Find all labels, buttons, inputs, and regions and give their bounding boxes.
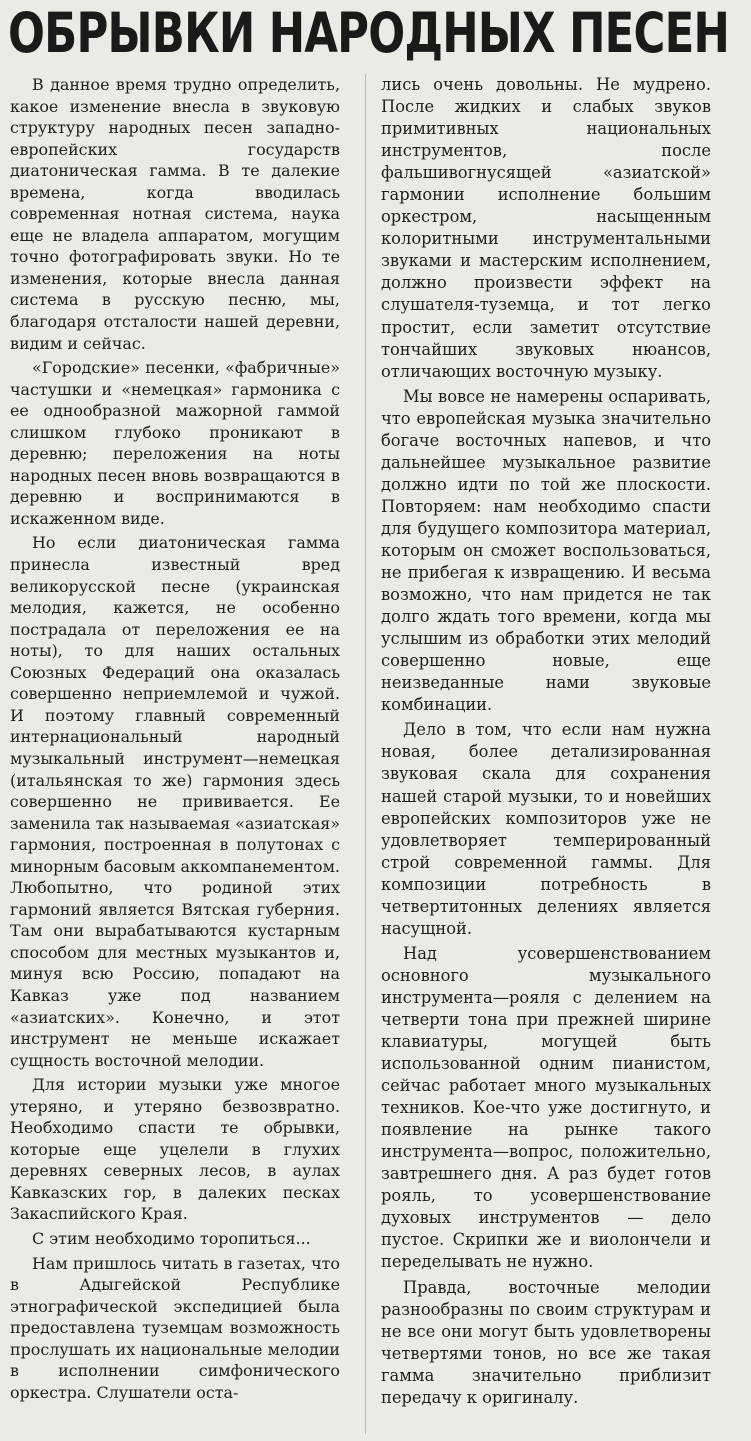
paragraph: Нам пришлось читать в газетах, что в Адыгейской Республике этнографической экспедицией была предоставлена туземцам возможность прослушать их национальные мелодии в исполнении симфонического оркестра. Слушатели оста- xyxy=(10,1253,340,1402)
paragraph: Над усовершенствованием основного музыкального инструмента—рояля с делением на четверти тона при прежней ширине клавиатуры, могущей быть использованной одним пианистом, сейчас работает много музыкальных техников. Кое-что уже достигнуто, и появление на рынке такого инструмента—вопрос, положительно, завтрешнего дня. А раз будет готов рояль, то усовершенствование духовых инструментов — дело пустое. Скрипки же и виолончели и переделывать не нужно. xyxy=(381,943,711,1272)
paragraph: В данное время трудно определить, какое изменение внесла в звуковую структуру народных песен западно-европейских государств диатоническая гамма. В те далекие времена, когда вводилась современная нотная система, наука еще не владела аппаратом, могущим точно фотографировать звуки. Но те изменения, которые внесла данная система в русскую песню, мы, благодаря отсталости нашей деревни, видим и сейчас. xyxy=(10,75,340,353)
paragraph: Дело в том, что если нам нужна новая, более детализированная звуковая скала для сохранения нашей старой музыки, то и новейших европейских композиторов уже не удовлетворяет темперированный строй современной гаммы. Для композиции потребность в четвертитонных делениях является насущной. xyxy=(381,720,711,938)
paragraph: С этим необходимо торопиться... xyxy=(32,1228,311,1248)
paragraph: Мы вовсе не намерены оспаривать, что европейская музыка значительно богаче восточных напевов, и что дальнейшее музыкальное развитие должно идти по той же плоскости. Повторяем: нам необходимо спасти для будущего композитора материал, которым он сможет воспользоваться, не прибегая к извращению. И весьма возможно, что нам придется не так долго ждать того времени, когда мы услышим из обработки этих мелодий совершенно новые, еще неизведанные нами звуковые комбинации. xyxy=(381,386,711,715)
paragraph: Правда, восточные мелодии разнообразны по своим структурам и не все они могут быть удовлетворены четвертями тонов, но все же такая гамма значительно приблизит передачу к оригиналу. xyxy=(381,1277,711,1407)
column-divider xyxy=(365,74,366,1434)
article-headline: ОБРЫВКИ НАРОДНЫХ ПЕСЕН xyxy=(8,1,730,65)
left-column xyxy=(10,74,340,1436)
right-column xyxy=(381,74,711,1436)
paragraph: Но если диатоническая гамма принесла известный вред великорусской песне (украинская мелодия, кажется, не особенно пострадала от переложения ее на ноты), то для наших остальных Союзных Федераций она оказалась совершенно неприемлемой и чужой. И поэтому главный современный интернациональный народный музыкальный инструмент—немецкая (итальянская то же) гармония здесь совершенно не прививается. Ее заменила так называемая «азиатская» гармония, построенная в полутонах с минорным басовым аккомпанементом. Любопытно, что родиной этих гармоний является Вятская губерния. Там они вырабатываются кустарным способом для местных музыкантов и, минуя всю Россию, попадают на Кавказ уже под названием «азиатских». Конечно, и этот инструмент не меньше искажает сущность восточной мелодии. xyxy=(10,533,340,1070)
paragraph: Для истории музыки уже многое утеряно, и утеряно безвозвратно. Необходимо спасти те обрывки, которые еще уцелели в глухих деревнях северных лесов, в аулах Кавказских гор, в далеких песках Закаспийского Края. xyxy=(10,1075,340,1224)
paragraph-continuation: лись очень довольны. Не мудрено. После жидких и слабых звуков примитивных национальных инструментов, после фальшивогнусящей «азиатской» гармонии исполнение большим оркестром, насыщенным колоритными инструментальными звуками и мастерским исполнением, должно произвести эффект на слушателя-туземца, и тот легко простит, если заметит отсутствие тончайших звуковых нюансов, отличающих восточную музыку. xyxy=(381,75,711,381)
paragraph: «Городские» песенки, «фабричные» частушки и «немецкая» гармоника с ее однообразной мажорной гаммой слишком глубоко проникают в деревню; переложения на ноты народных песен вновь возвращаются в деревню и воспринимаются в искаженном виде. xyxy=(10,358,340,528)
